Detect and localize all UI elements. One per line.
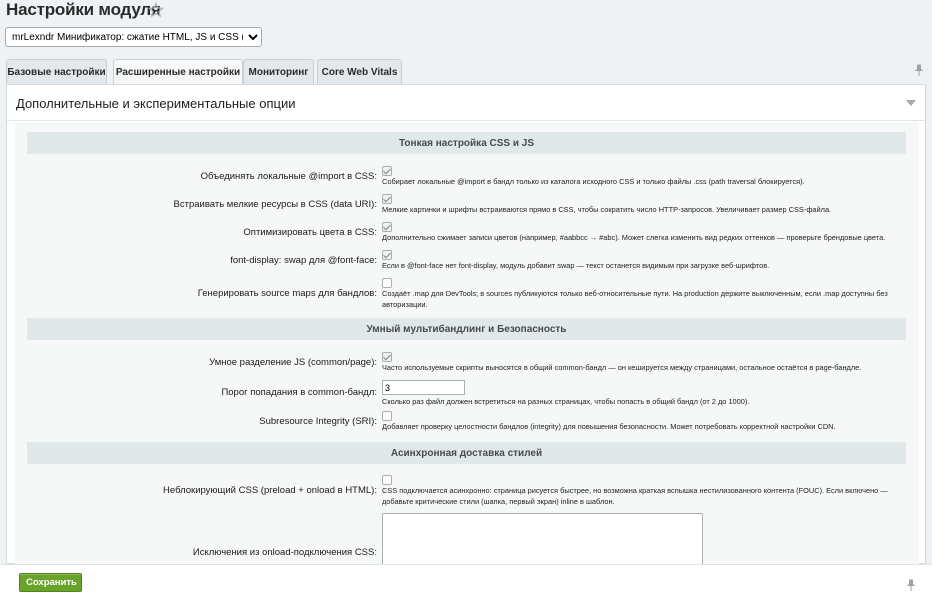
tab-label: Мониторинг bbox=[248, 66, 309, 78]
panel-title: Дополнительные и экспериментальные опции bbox=[16, 96, 296, 111]
source-maps-checkbox[interactable] bbox=[382, 278, 392, 288]
chevron-down-icon[interactable] bbox=[905, 99, 917, 107]
font-display-checkbox[interactable] bbox=[382, 250, 392, 260]
option-label: Неблокирующий CSS (preload + onload в HTML): bbox=[163, 485, 377, 496]
smart-split-checkbox[interactable] bbox=[382, 352, 392, 362]
tab-core-web-vitals[interactable] bbox=[317, 59, 402, 84]
option-label: Порог попадания в common-бандл: bbox=[221, 387, 377, 398]
option-hint: Часто используемые скрипты выносятся в общий common-бандл — он кешируется между страницами, остальное остаётся в page-бандле. bbox=[382, 363, 862, 372]
onload-exclusions-textarea[interactable] bbox=[382, 513, 703, 565]
panel-body bbox=[15, 122, 919, 565]
tab-label: Расширенные настройки bbox=[115, 67, 241, 78]
pin-icon[interactable] bbox=[914, 64, 924, 76]
non-blocking-css-checkbox[interactable] bbox=[382, 475, 392, 485]
inline-data-uri-checkbox[interactable] bbox=[382, 194, 392, 204]
common-threshold-input[interactable] bbox=[382, 380, 465, 395]
option-hint: Дополнительно сжимает записи цветов (например, #aabbcc → #abc). Может слегка изменить вид редких оттенков — проверьте брендовые цвета. bbox=[382, 233, 886, 242]
section-header-multibundle: Умный мультибандлинг и Безопасность bbox=[27, 318, 906, 340]
settings-panel bbox=[6, 84, 926, 564]
option-label: Умное разделение JS (common/page): bbox=[209, 357, 377, 368]
option-hint: Если в @font-face нет font-display, модуль добавит swap — текст останется видимым при загрузке веб-шрифтов. bbox=[382, 261, 770, 270]
option-hint: CSS подключается асинхронно: страница рисуется быстрее, но возможна краткая вспышка нестилизованного контента (FOUC). Если включено — добавьте критические стили (шапка, первый экран) inline в шаблон. bbox=[382, 486, 888, 506]
option-hint: Собирает локальные @import в бандл только из каталога исходного CSS и только файлы .css (path traversal блокируется). bbox=[382, 177, 805, 186]
option-label: Оптимизировать цвета в CSS: bbox=[243, 227, 377, 238]
option-hint: Мелкие картинки и шрифты встраиваются прямо в CSS, чтобы сократить число HTTP-запросов. Увеличивает размер CSS-файла. bbox=[382, 205, 832, 214]
option-label: Генерировать source maps для бандлов: bbox=[197, 288, 377, 299]
tab-label: Базовые настройки bbox=[7, 66, 106, 78]
tab-label: Core Web Vitals bbox=[321, 66, 398, 78]
option-label: Subresource Integrity (SRI): bbox=[259, 416, 377, 427]
option-hint: Добавляет проверку целостности бандлов (integrity) для повышения безопасности. Может потребовать корректной настройки CDN. bbox=[382, 422, 836, 431]
panel-header[interactable] bbox=[7, 85, 925, 121]
pin-icon[interactable] bbox=[906, 579, 916, 591]
footer-bar bbox=[0, 564, 932, 600]
section-header-css-js: Тонкая настройка CSS и JS bbox=[27, 132, 906, 154]
option-hint: Сколько раз файл должен встретиться на разных страницах, чтобы попасть в общий бандл (от 2 до 1000). bbox=[382, 397, 750, 406]
tab-advanced-settings[interactable] bbox=[113, 59, 243, 85]
module-select[interactable] bbox=[5, 27, 262, 47]
section-header-async-styles: Асинхронная доставка стилей bbox=[27, 442, 906, 464]
optimize-colors-checkbox[interactable] bbox=[382, 222, 392, 232]
sri-checkbox[interactable] bbox=[382, 411, 392, 421]
save-button[interactable]: Сохранить bbox=[19, 573, 82, 592]
option-hint: Создаёт .map для DevTools; в sources публикуются только веб-относительные пути. На production держите выключенным, если .map доступны без авторизации. bbox=[382, 289, 888, 309]
option-label: Исключения из onload-подключения CSS: bbox=[192, 547, 377, 558]
merge-import-checkbox[interactable] bbox=[382, 166, 392, 176]
tab-basic-settings[interactable] bbox=[6, 59, 107, 84]
option-label: font-display: swap для @font-face: bbox=[230, 255, 377, 266]
option-label: Объединять локальные @import в CSS: bbox=[200, 171, 377, 182]
page-title: Настройки модуля bbox=[6, 0, 161, 19]
option-label: Встраивать мелкие ресурсы в CSS (data URI): bbox=[173, 199, 377, 210]
tab-monitoring[interactable] bbox=[243, 59, 314, 84]
star-icon[interactable] bbox=[148, 2, 164, 18]
